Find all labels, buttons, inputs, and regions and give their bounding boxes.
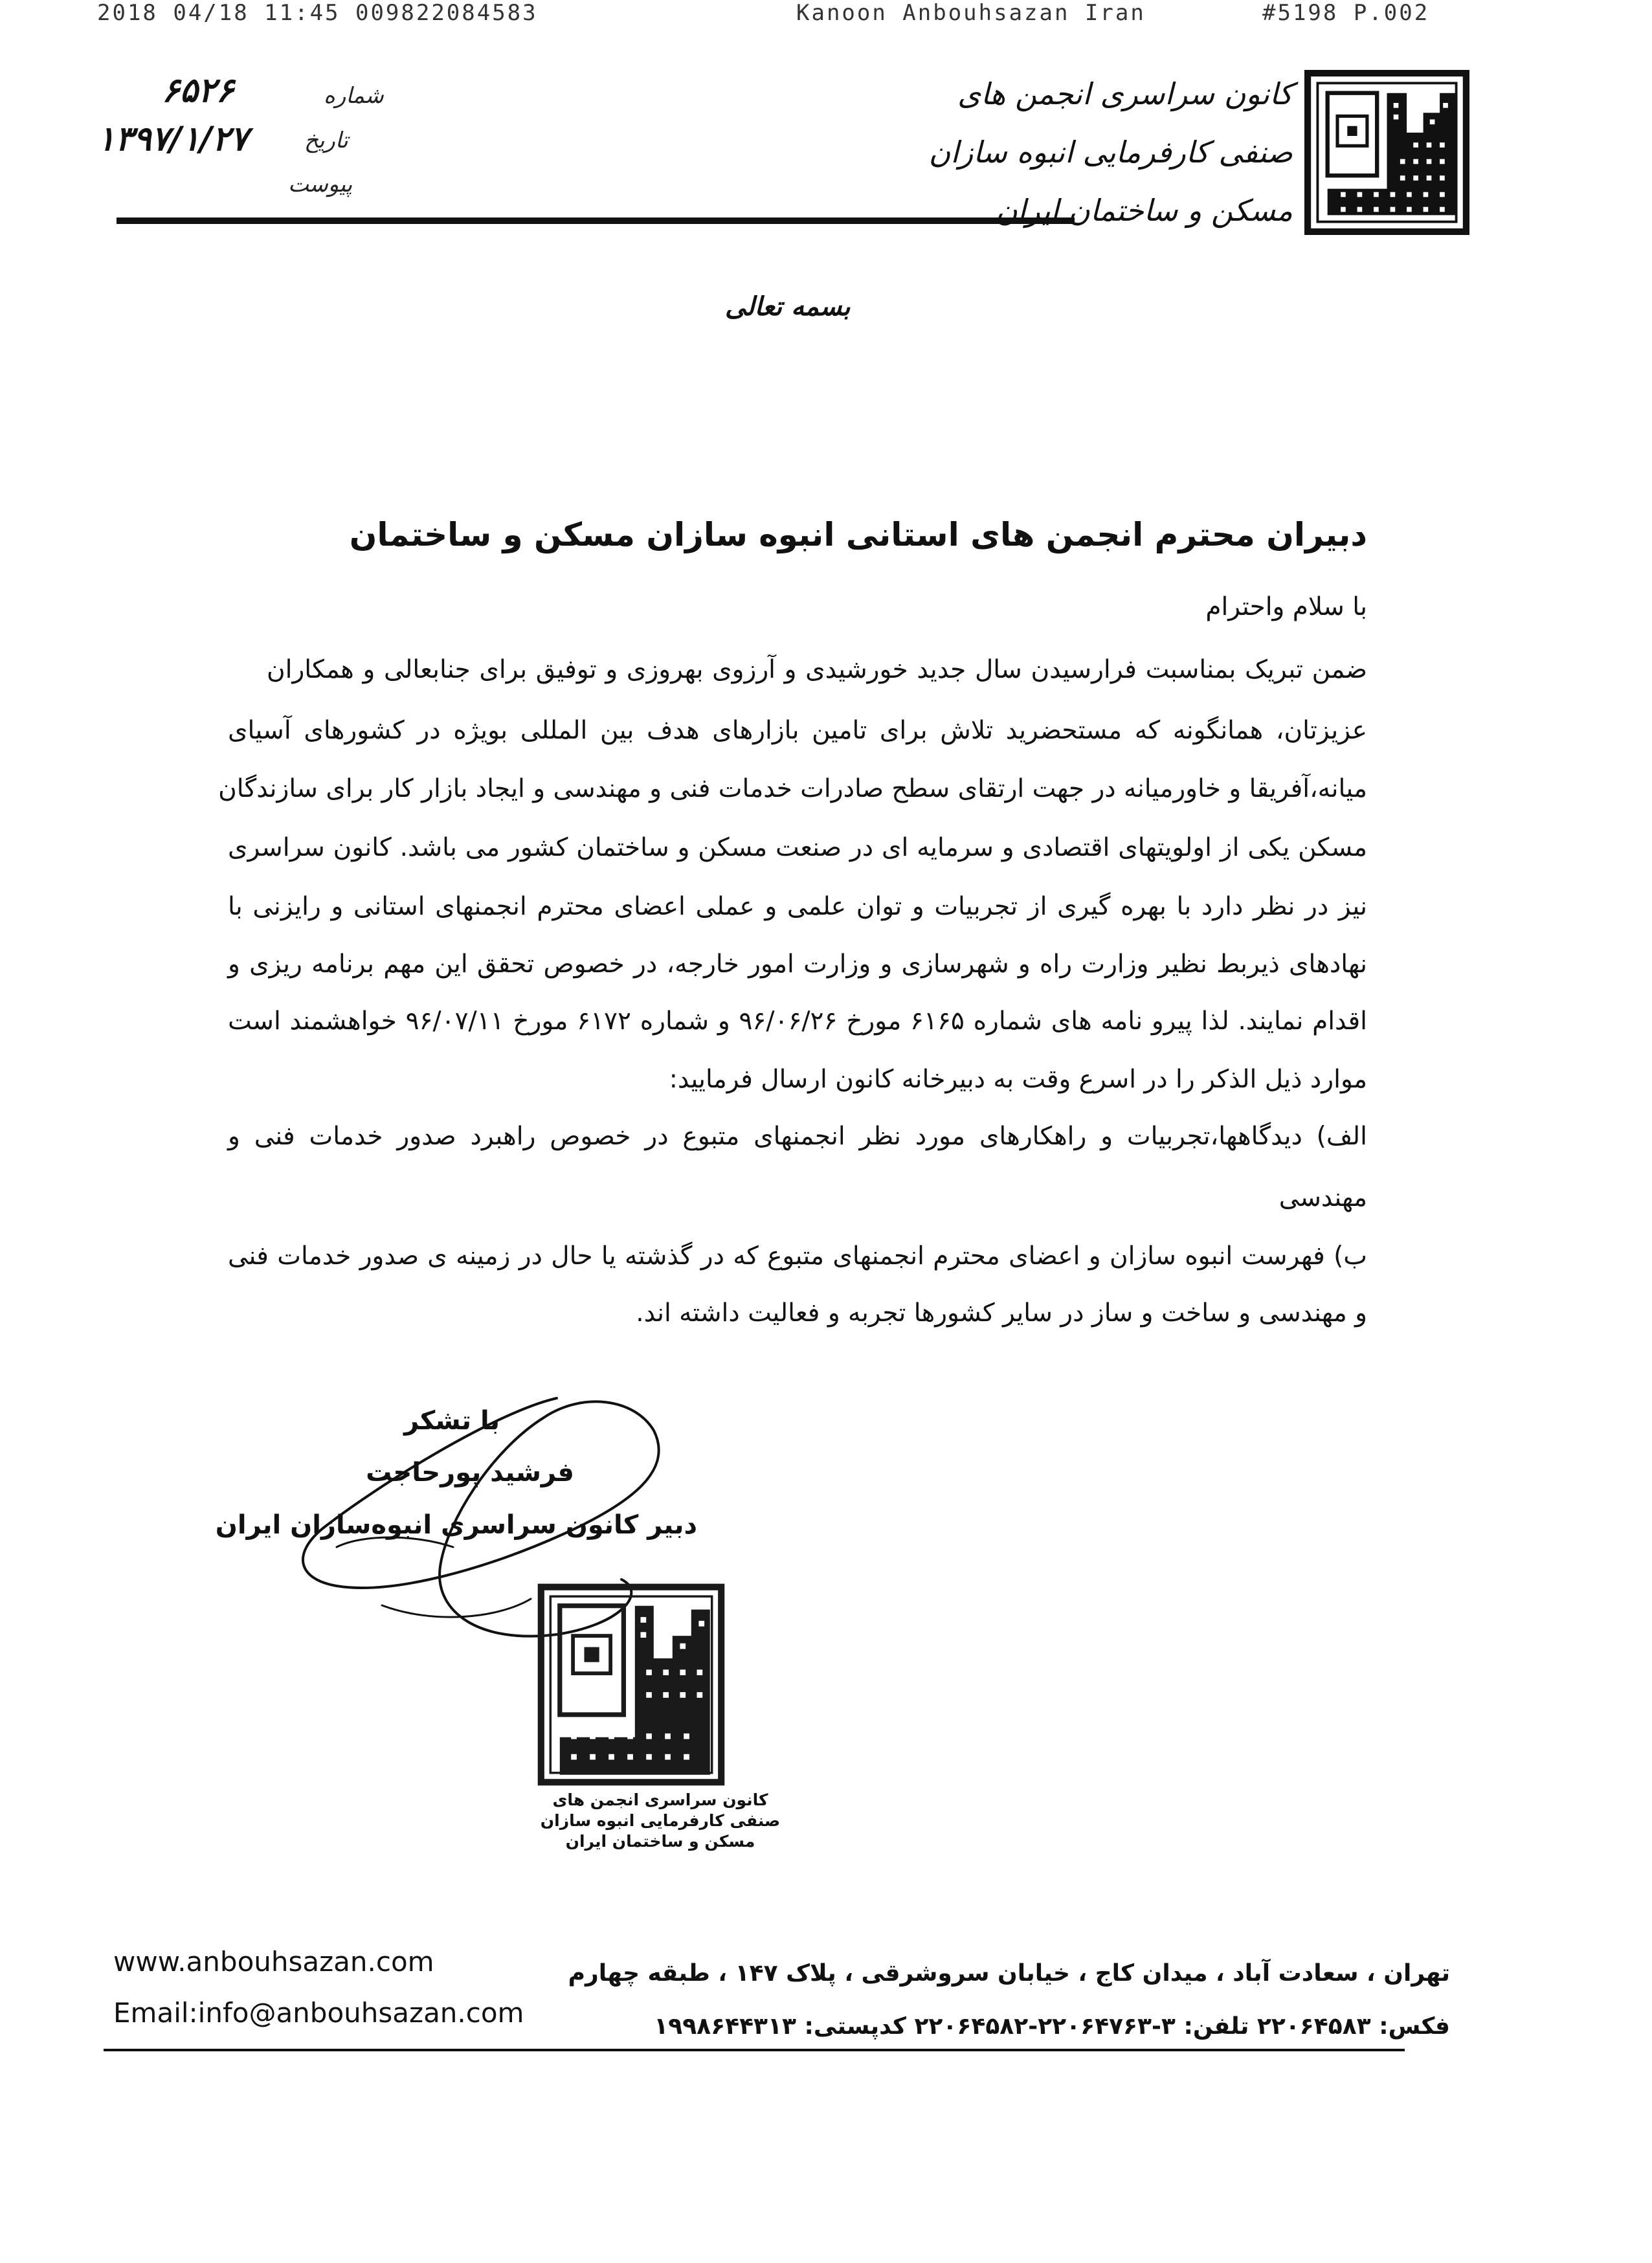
letter-attachment-label: پیوست [288,172,353,197]
stamp-text-line3: مسکن و ساختمان ایران [565,1832,755,1851]
org-title-line3: مسکن و ساختمان ایران [996,193,1293,228]
body-line-1: ضمن تبریک بمناسبت فرارسیدن سال جدید خورشیدی و آرزوی بهروزی و توفیق برای جنابعالی و همکاران [267,655,1367,684]
item-a-line-2: مهندسی [1278,1183,1367,1212]
footer-rule [104,2049,1405,2051]
item-b-line-2: و مهندسی و ساخت و ساز در سایر کشورها تجربه و فعالیت داشته اند. [636,1299,1367,1328]
recipient-heading: دبیران محترم انجمن های استانی انبوه سازان مسکن و ساختمان [349,516,1367,553]
fax-page: #5198 P.002 [1262,0,1430,26]
header-rule [117,217,1075,224]
body-line-2: عزیزتان، همانگونه که مستحضرید تلاش برای تامین بازارهای هدف بین المللی بویژه در کشورهای آسیای [228,716,1367,745]
signatory-name: فرشید پورحاجت [366,1458,574,1488]
organization-logo [1304,70,1469,235]
item-b-line-1: ب) فهرست انبوه سازان و اعضای محترم انجمنهای متبوع که در گذشته یا حال در زمینه ی صدور خدمات فنی [228,1242,1367,1271]
organization-stamp [537,1583,725,1787]
org-title-line2: صنفی کارفرمایی انبوه سازان [928,135,1293,170]
footer-website[interactable]: www.anbouhsazan.com [113,1946,434,1978]
letter-number-value: ۶۵۲۶ [162,71,234,110]
fax-datetime: 2018 04/18 11:45 009822084583 [97,0,538,26]
letter-date-label: تاریخ [304,128,348,153]
letter-date-value: ۱۳۹۷/۱/۲۷ [97,120,249,159]
footer-address: تهران ، سعادت آباد ، میدان کاج ، خیابان سروشرقی ، پلاک ۱۴۷ ، طبقه چهارم [568,1960,1450,1987]
signatory-title: دبیر کانون سراسری انبوه‌سازان ایران [215,1510,697,1540]
body-line-5: نیز در نظر دارد با بهره گیری از تجربیات و توان علمی و عملی اعضای محترم انجمنهای استانی و رایزنی با [228,892,1367,921]
org-title-line1: کانون سراسری انجمن های [957,76,1293,111]
greeting: با سلام واحترام [1205,592,1367,621]
footer-contact: فکس: ۲۲۰۶۴۵۸۳ تلفن: ۳-۲۲۰۶۴۷۶۳-۲۲۰۶۴۵۸۲ کدپستی: ۱۹۹۸۶۴۴۳۱۳ [654,2013,1450,2040]
stamp-text [531,1790,790,1852]
body-line-7: اقدام نمایند. لذا پیرو نامه های شماره ۶۱۶۵ مورخ ۹۶/۰۶/۲۶ و شماره ۶۱۷۲ مورخ ۹۶/۰۷/۱۱ خواهشمند است [228,1007,1367,1036]
item-a-line-1: الف) دیدگاهها،تجربیات و راهکارهای مورد نظر انجمنهای متبوع در خصوص راهبرد صدور خدمات فنی و [228,1122,1367,1151]
fax-sender: Kanoon Anbouhsazan Iran [796,0,1146,26]
letter-number-label: شماره [324,83,384,109]
closing: با تشکر [404,1406,500,1436]
body-line-4: مسکن یکی از اولویتهای اقتصادی و سرمایه ای در صنعت مسکن و ساختمان کشور می باشد. کانون سراسری [228,833,1367,862]
invocation: بسمه تعالی [725,291,851,322]
body-line-6: نهادهای ذیربط نظیر وزارت راه و شهرسازی و وزارت امور خارجه، در خصوص تحقق این مهم برنامه ریزی و [228,950,1367,979]
body-line-8: موارد ذیل الذکر را در اسرع وقت به دبیرخانه کانون ارسال فرمایید: [669,1065,1367,1094]
footer-email[interactable]: Email:info@anbouhsazan.com [113,1997,524,2029]
body-line-3: میانه،آفریقا و خاورمیانه در جهت ارتقای سطح صادرات خدمات فنی و مهندسی و ایجاد بازار کار برای سازندگان [218,774,1367,803]
stamp-text-line2: صنفی کارفرمایی انبوه سازان [540,1811,781,1830]
stamp-text-line1: کانون سراسری انجمن های [552,1790,768,1809]
